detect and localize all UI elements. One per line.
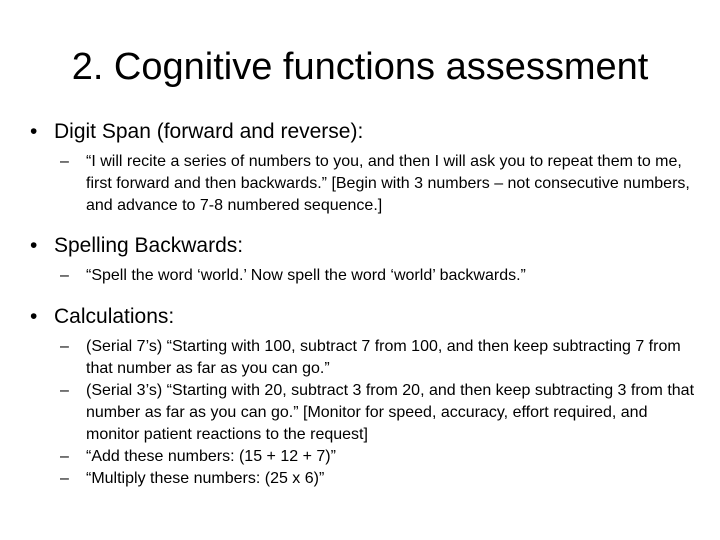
dash-marker: – [60,470,69,487]
section-spelling-backwards [30,232,705,287]
bullet-marker: • [30,120,38,143]
bullet-marker: • [30,234,38,257]
bullet-item [30,232,705,259]
bullet-item [30,303,705,330]
bullet-label: Calculations: [54,305,175,328]
section-calculations [30,303,705,490]
dash-marker: – [60,338,69,355]
sub-item-text: (Serial 7’s) “Starting with 100, subtract 7 from 100, and then keep subtracting 7 from that number as far as you can go.” [86,338,681,377]
sub-item [30,468,705,490]
sub-item-text: “Spell the word ‘world.’ Now spell the word ‘world’ backwards.” [86,267,526,284]
sub-item-text: (Serial 3’s) “Starting with 20, subtract 3 from 20, and then keep subtracting 3 from that number as far as you can go.” [Monitor for speed, accuracy, effort required, and monitor patient reactions to the request] [86,382,695,443]
sub-list [30,151,705,217]
sub-list [30,265,705,287]
slide-title: 2. Cognitive functions assessment [71,46,649,88]
sub-item-text: “Multiply these numbers: (25 x 6)” [86,470,325,487]
section-digit-span [30,118,705,217]
dash-marker: – [60,382,69,399]
bullet-label: Digit Span (forward and reverse): [54,120,364,143]
sub-item [30,151,705,217]
bullet-marker: • [30,305,38,328]
dash-marker: – [60,448,69,465]
dash-marker: – [60,153,69,170]
dash-marker: – [60,267,69,284]
slide-body [30,118,705,505]
sub-item [30,336,705,380]
sub-item-text: “I will recite a series of numbers to you, and then I will ask you to repeat them to me, first forward and then backwards.” [Begin with 3 numbers – not consecutive numbers, and advance to 7-8 numbered sequence.] [86,153,690,214]
bullet-label: Spelling Backwards: [54,234,244,257]
bullet-item [30,118,705,145]
sub-list [30,336,705,490]
sub-item [30,265,705,287]
sub-item-text: “Add these numbers: (15 + 12 + 7)” [86,448,336,465]
sub-item [30,446,705,468]
sub-item [30,380,705,446]
